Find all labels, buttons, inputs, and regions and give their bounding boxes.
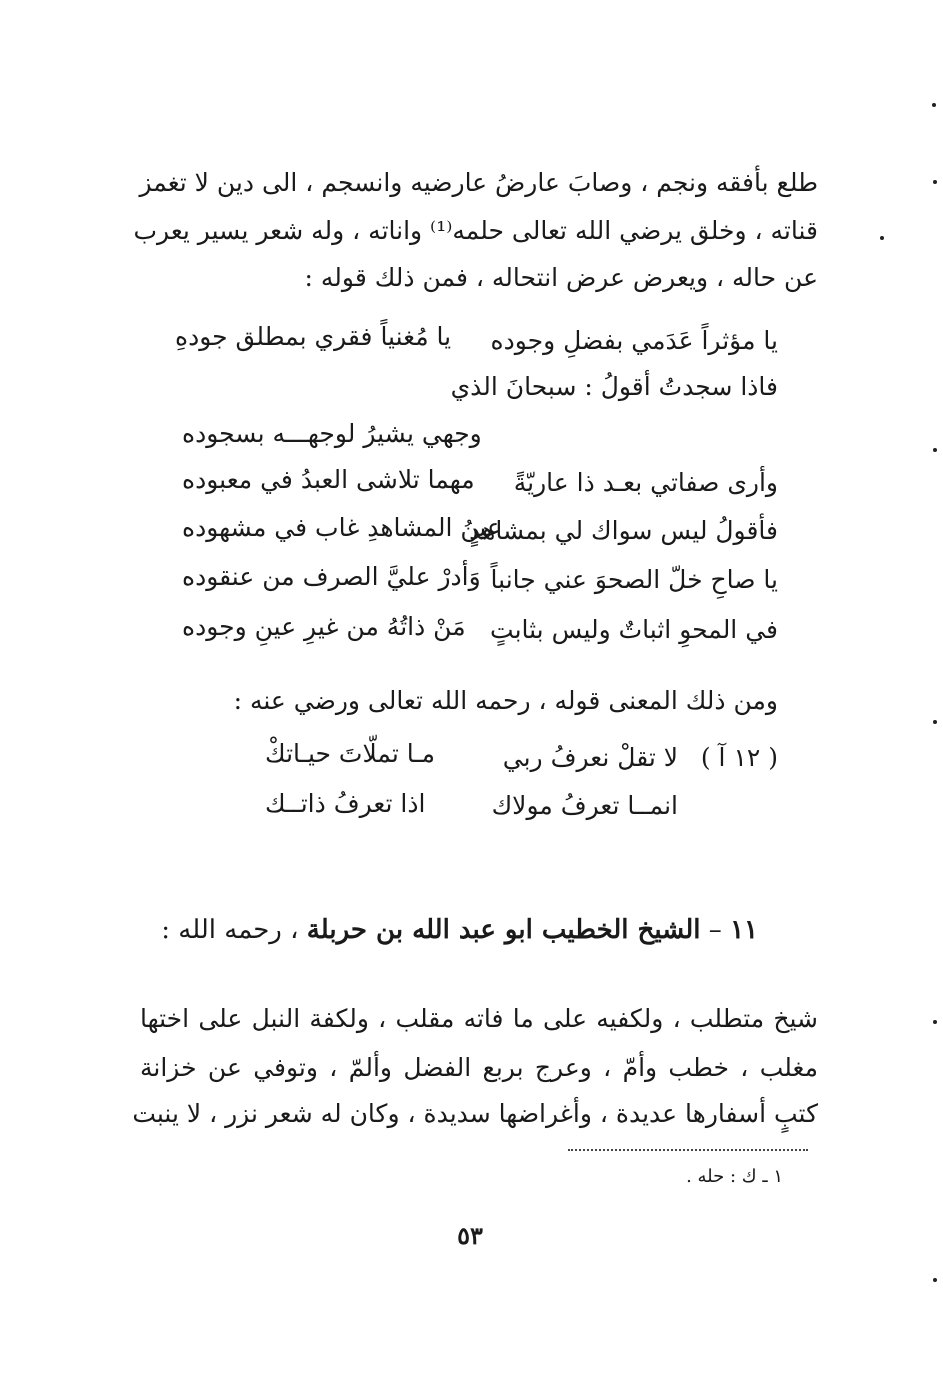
poem-intro: ومن ذلك المعنى قوله ، رحمه الله تعالى ورضي عنه : bbox=[233, 686, 778, 715]
verse-hemistich: مهما تلاشى العبدُ في معبوده bbox=[182, 465, 475, 494]
verse-hemistich: اذا تعرفُ ذاتــك bbox=[265, 789, 426, 818]
verse-hemistich: لا تقلْ نعرفُ ربي bbox=[502, 743, 678, 772]
scan-speck bbox=[933, 1278, 937, 1282]
paragraph-line: طلع بأفقه ونجم ، وصابَ عارضُ عارضيه وانسجم ، الى دين لا تغمز bbox=[139, 168, 818, 197]
scan-speck bbox=[880, 236, 884, 240]
scan-speck bbox=[932, 103, 936, 107]
verse-hemistich: يا مؤثراً عَدَمي بفضلِ وجوده bbox=[490, 326, 778, 355]
scan-speck bbox=[933, 1020, 937, 1024]
section-person-name: الشيخ الخطيب ابو عبد الله بن حربلة bbox=[306, 915, 701, 945]
section-number: ١١ bbox=[730, 915, 758, 945]
paragraph-line: قناته ، وخلق يرضي الله تعالى حلمه⁽¹⁾ واناته ، وله شعر يسير يعرب bbox=[133, 216, 818, 245]
verse-hemistich: مـا تملّاتَ حيـاتكْ bbox=[265, 739, 436, 768]
folio-marker: ( ١٢ آ ) bbox=[700, 743, 778, 772]
section-suffix: ، رحمه الله : bbox=[161, 915, 299, 945]
paragraph-line: شيخ متطلب ، ولكفيه على ما فاته مقلب ، ولكفة النبل على اختها bbox=[140, 1004, 818, 1033]
scan-speck bbox=[933, 448, 937, 452]
verse-hemistich: في المحوِ اثباتٌ وليس بثابتٍ bbox=[490, 615, 778, 644]
verse-hemistich: فأقولُ ليس سواك لي بمشاهدٍ bbox=[469, 516, 778, 545]
section-heading bbox=[161, 910, 758, 950]
paragraph-line: عن حاله ، ويعرض عرض انتحاله ، فمن ذلك قوله : bbox=[304, 263, 818, 292]
section-dash: – bbox=[708, 915, 722, 945]
scan-speck bbox=[933, 720, 937, 724]
verse-hemistich: عينُ المشاهدِ غاب في مشهوده bbox=[182, 513, 502, 542]
verse-hemistich: يا مُغنياً فقري بمطلق جودهِ bbox=[175, 322, 452, 351]
verse-hemistich: مَنْ ذاتُهُ من غيرِ عينِ وجوده bbox=[182, 612, 466, 641]
verse-hemistich: انمــا تعرفُ مولاك bbox=[491, 791, 678, 820]
footnote: ١ ـ ك : حله . bbox=[686, 1166, 783, 1187]
verse-hemistich: وجهي يشيرُ لوجهـــه بسجوده bbox=[182, 419, 482, 448]
footnote-separator bbox=[568, 1149, 808, 1151]
paragraph-line: كتبٍ أسفارها عديدة ، وأغراضها سديدة ، وكان له شعر نزر ، لا ينبت bbox=[132, 1099, 818, 1128]
verse-hemistich: وَأدرْ عليَّ الصرف من عنقوده bbox=[182, 562, 481, 591]
scan-speck bbox=[933, 180, 937, 184]
verse-hemistich: فاذا سجدتُ أقولُ : سبحانَ الذي bbox=[450, 372, 778, 401]
page-number: ٥٣ bbox=[457, 1221, 483, 1250]
paragraph-line: مغلب ، خطب وأمّ ، وعرج بربع الفضل وألمّ ، وتوفي عن خزانة bbox=[140, 1053, 818, 1082]
verse-hemistich: وأرى صفاتي بعـد ذا عاريّةً bbox=[513, 468, 778, 497]
verse-hemistich: يا صاحِ خلّ الصحوَ عني جانباً bbox=[490, 565, 778, 594]
